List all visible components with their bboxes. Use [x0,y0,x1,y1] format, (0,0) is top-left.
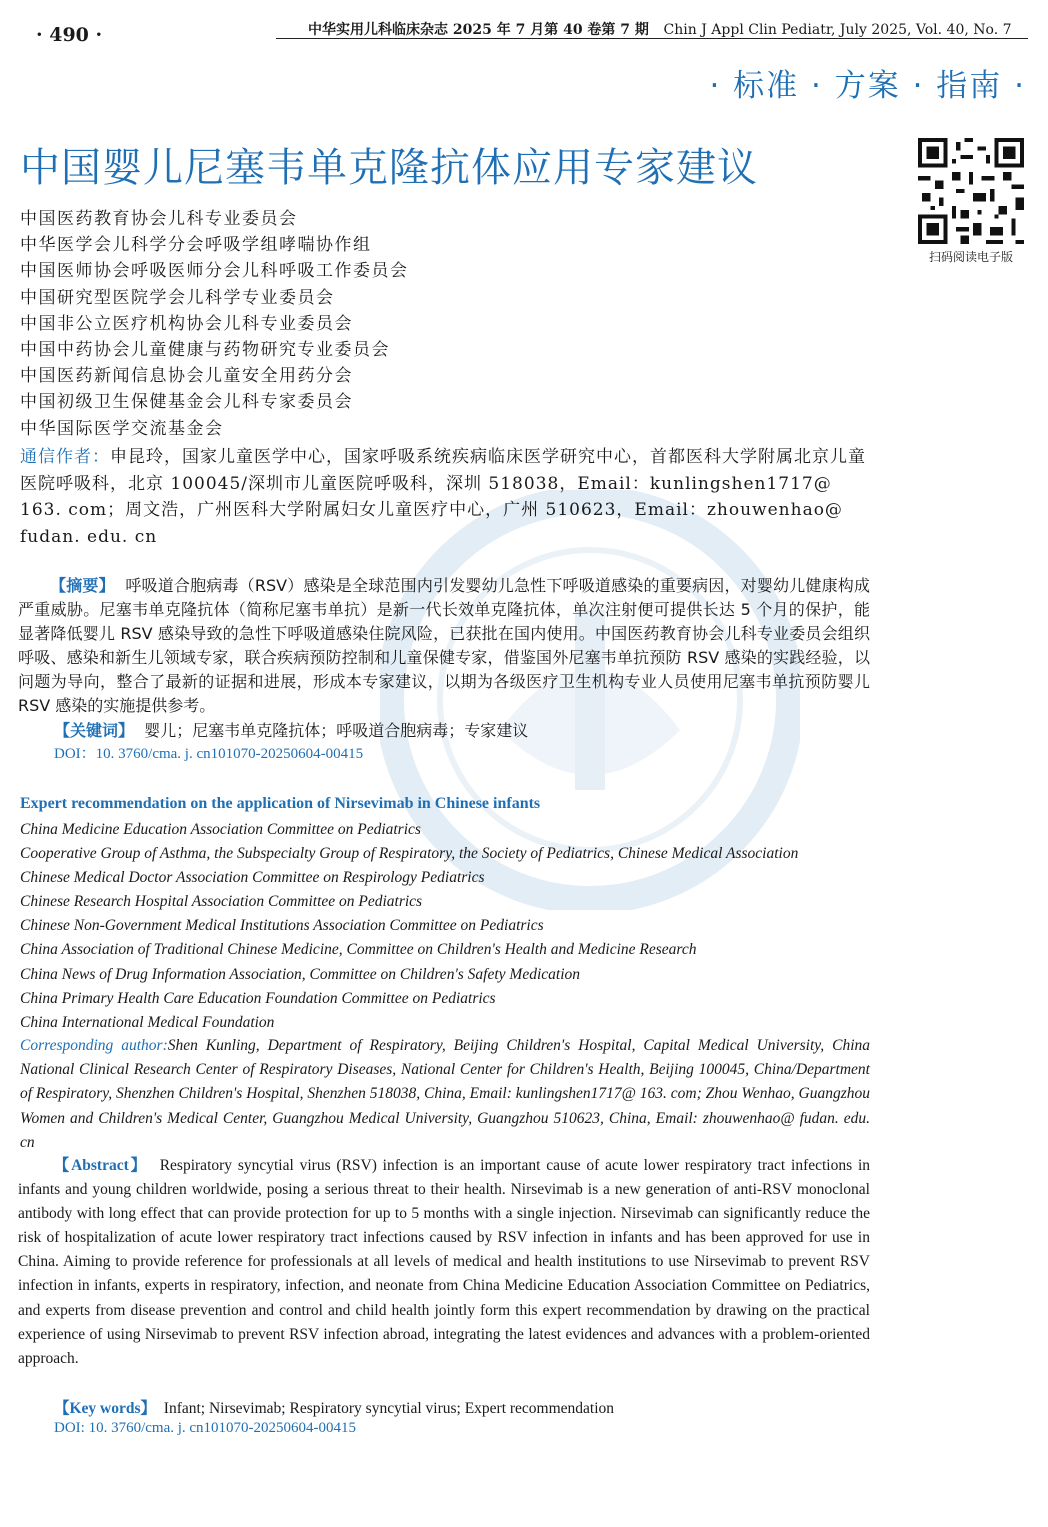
abstract-label-en: 【Abstract】 [53,1157,149,1174]
qr-code-icon[interactable] [918,138,1024,244]
organization-item: 中国初级卫生保健基金会儿科专家委员会 [20,392,353,413]
keywords-text-zh: 婴儿；尼塞韦单克隆抗体；呼吸道合胞病毒；专家建议 [144,721,529,740]
organization-item: 中国非公立医疗机构协会儿科专业委员会 [20,313,353,334]
corresponding-label-en: Corresponding author: [20,1037,168,1054]
organization-list-en [20,818,798,1035]
organization-item-en: China Medicine Education Association Committee on Pediatrics [20,821,421,838]
corresponding-author-zh [20,444,868,550]
organization-list-zh [20,206,409,442]
organization-item: 中华医学会儿科学分会呼吸学组哮喘协作组 [20,235,372,256]
corresponding-author-en [20,1034,870,1155]
section-tag: · 标准 · 方案 · 指南 · [709,68,1026,104]
organization-item-en: Cooperative Group of Asthma, the Subspecialty Group of Respiratory, the Society of Pediatrics, Chinese Medical Association [20,845,799,863]
organization-item: 中国中药协会儿童健康与药物研究专业委员会 [20,340,390,361]
abstract-text-en: Respiratory syncytial virus (RSV) infection is an important cause of acute lower respiratory tract infections in infants and young children worldwide, posing a serious threat to their health. Nirsevimab is a new generation of anti-RSV monoclonal antibody with long effect that can provide protection for up to 5 months with a single injection. Nirsevimab can significantly reduce the risk of hospitalization of acute lower respiratory tract infections caused by RSV infection in infants and has been approved for use in China. Aiming to provide reference for professionals at all levels of medical and health institutions to use Nirsevimab to prevent RSV infection in infants, experts in respiratory, infection, and neonate from China Medicine Education Association Committee on Pediatrics, and experts from disease prevention and control and child health jointly form this expert recommendation by drawing on the practical experience of using Nirsevimab to prevent RSV infection abroad, integrating the latest evidences and advances with a problem-oriented approach. [18,1157,871,1367]
keywords-text-en: Infant; Nirsevimab; Respiratory syncytial virus; Expert recommendation [163,1400,615,1417]
journal-name-en: Chin J Appl Clin Pediatr, July 2025, Vol. 40, No. 7 [663,22,1012,38]
organization-item-en: China Primary Health Care Education Foundation Committee on Pediatrics [20,989,496,1007]
organization-item: 中国医药教育协会儿科专业委员会 [20,209,298,229]
header-rule [276,38,1028,39]
organization-item-en: China News of Drug Information Association, Committee on Children's Safety Medication [20,965,580,983]
keywords-label-en: 【Key words】 [54,1400,157,1417]
abstract-text-zh: 呼吸道合胞病毒（RSV）感染是全球范围内引发婴幼儿急性下呼吸道感染的重要病因，对婴幼儿健康构成严重威胁。尼塞韦单克隆抗体（简称尼塞韦单抗）是新一代长效单克隆抗体，单次注射便可提供长达 5 个月的保护，能显著降低婴儿 RSV 感染导致的急性下呼吸道感染住院风险，已获批在国内使用。中国医药教育协会儿科专业委员会组织呼吸、感染和新生儿领域专家，联合疾病预防控制和儿童保健专家，借鉴国外尼塞韦单抗预防 RSV 感染的实践经验，以问题为导向，整合了最新的证据和进展，形成本专家建议，以期为各级医疗卫生机构专业人员使用尼塞韦单抗预防婴儿 RSV 感染的实施提供参考。 [18,576,870,715]
organization-item: 中华国际医学交流基金会 [20,418,224,439]
corresponding-text-en: Shen Kunling, Department of Respiratory, Beijing Children's Hospital, Capital Medical University, China National Clinical Research Center of Respiratory Diseases, National Center for Children's Health, Beijing 100045, China/Department of Respiratory, Shenzhen Children's Hospital, Shenzhen 518038, China, Email: kunlingshen1717@ 163. com; Zhou Wenhao, Guangzhou Women and Children's Medical Center, Guangzhou Medical University, Guangzhou 510623, China, Email: zhouwenhao@ fudan. edu. cn [20,1037,870,1151]
english-title: Expert recommendation on the application of Nirsevimab in Chinese infants [20,795,541,812]
keywords-label-zh: 【关键词】 [54,721,135,740]
organization-item: 中国研究型医院学会儿科学专业委员会 [20,287,335,308]
organization-item-en: China Association of Traditional Chinese Medicine, Committee on Children's Health and Medicine Research [20,941,697,959]
corresponding-label-zh: 通信作者： [20,447,110,467]
page-number: · 490 · [36,24,103,46]
organization-item: 中国医师协会呼吸医师分会儿科呼吸工作委员会 [20,261,409,282]
journal-header [308,19,1012,39]
keywords-en [54,1396,614,1418]
corresponding-text-zh: 申昆玲，国家儿童医学中心，国家呼吸系统疾病临床医学研究中心，首都医科大学附属北京儿童医院呼吸科，北京 100045/深圳市儿童医院呼吸科，深圳 518038，Email：kunlingshen1717@ 163. com；周文浩，广州医科大学附属妇女儿童医疗中心，广州 510623，Email：zhouwenhao@ fudan. edu. cn [20,447,866,547]
article-title: 中国婴儿尼塞韦单克隆抗体应用专家建议 [20,145,758,191]
organization-item-en: Chinese Research Hospital Association Committee on Pediatrics [20,893,423,911]
doi-link-zh[interactable]: DOI：10. 3760/cma. j. cn101070-20250604-00415 [54,746,364,762]
abstract-zh [18,574,870,718]
doi-link-en[interactable]: DOI: 10. 3760/cma. j. cn101070-20250604-00415 [54,1420,357,1436]
organization-item-en: Chinese Non-Government Medical Institutions Association Committee on Pediatrics [20,917,544,935]
qr-caption: 扫码阅读电子版 [928,250,1013,264]
abstract-en [18,1154,870,1371]
keywords-zh [54,718,528,741]
organization-item-en: China International Medical Foundation [20,1013,275,1031]
organization-item: 中国医药新闻信息协会儿童安全用药分会 [20,366,353,387]
organization-item-en: Chinese Medical Doctor Association Committee on Respirology Pediatrics [20,869,485,887]
journal-name-zh: 中华实用儿科临床杂志 2025 年 7 月第 40 卷第 7 期 [308,22,649,38]
abstract-label-zh: 【摘要】 [50,576,115,595]
